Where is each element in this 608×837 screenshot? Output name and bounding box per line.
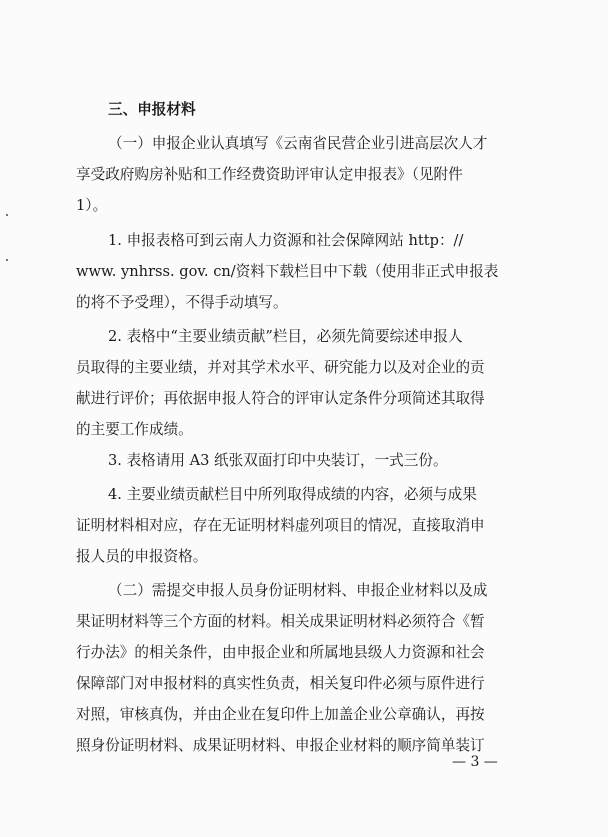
paragraph-line: 1. 申报表格可到云南人力资源和社会保障网站 http：// <box>108 232 464 249</box>
section-heading: 三、申报材料 <box>108 101 196 118</box>
paragraph-line: 3. 表格请用 A3 纸张双面打印中央装订，一式三份。 <box>108 452 448 469</box>
paragraph-line: 1）。 <box>76 197 108 214</box>
paragraph-line: 证明材料相对应，存在无证明材料虚列项目的情况，直接取消申 <box>76 517 485 534</box>
page-number: — 3 — <box>452 754 498 770</box>
paragraph-line: 2. 表格中“主要业绩贡献”栏目，必须先简要综述申报人 <box>108 328 463 345</box>
paragraph-line: （二）需提交申报人员身份证明材料、申报企业材料以及成 <box>108 582 488 599</box>
paragraph-line: 对照，审核真伪，并由企业在复印件上加盖企业公章确认，再按 <box>76 706 485 723</box>
paragraph-line: 行办法》的相关条件，由申报企业和所属地县级人力资源和社会 <box>76 644 485 661</box>
paragraph-line: 果证明材料等三个方面的材料。相关成果证明材料必须符合《暂 <box>76 613 485 630</box>
paragraph-line: www. ynhrss. gov. cn/资料下载栏目中下载（使用非正式申报表 <box>76 263 499 280</box>
paragraph-line: 4. 主要业绩贡献栏目中所列取得成绩的内容，必须与成果 <box>108 486 477 503</box>
paragraph-line: （一）申报企业认真填写《云南省民营企业引进高层次人才 <box>108 135 488 152</box>
paragraph-line: 保障部门对申报材料的真实性负责，相关复印件必须与原件进行 <box>76 675 485 692</box>
paragraph-line: 享受政府购房补贴和工作经费资助评审认定申报表》（见附件 <box>76 166 463 183</box>
paragraph-line: 献进行评价；再依据申报人符合的评审认定条件分项简述其取得 <box>76 390 485 407</box>
scan-mark <box>6 214 8 216</box>
paragraph-line: 的将不予受理），不得手动填写。 <box>76 294 288 311</box>
paragraph-line: 照身份证明材料、成果证明材料、申报企业材料的顺序简单装订 <box>76 737 485 754</box>
paragraph-line: 的主要工作成绩。 <box>76 421 193 438</box>
paragraph-line: 报人员的申报资格。 <box>76 548 208 565</box>
scan-mark <box>6 259 8 261</box>
paragraph-line: 员取得的主要业绩，并对其学术水平、研究能力以及对企业的贡 <box>76 359 485 376</box>
